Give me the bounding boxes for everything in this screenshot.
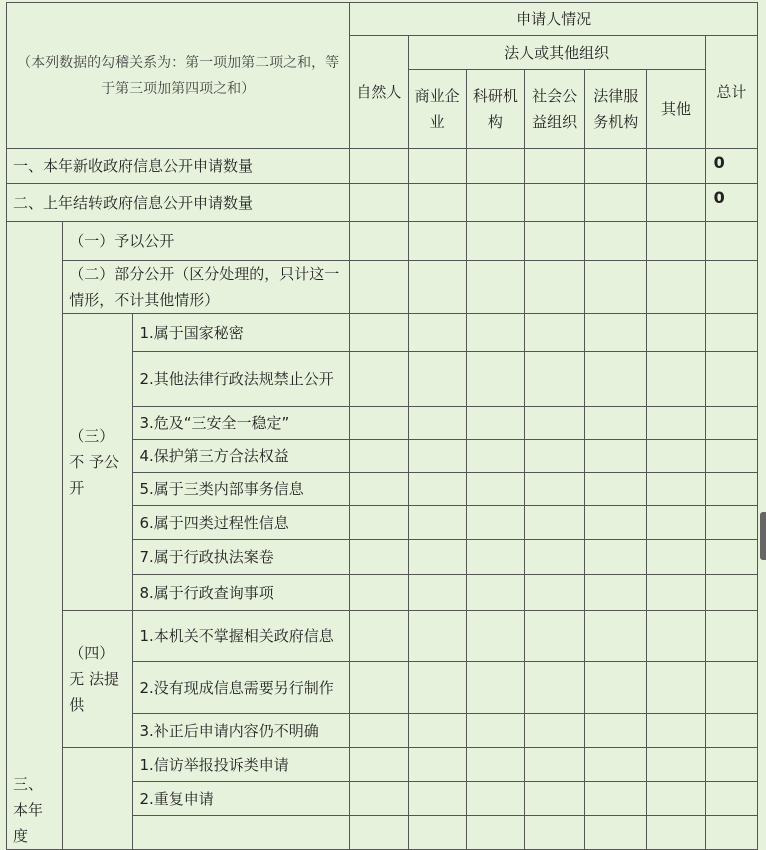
not-disclosed-item: 5.属于三类内部事务信息 — [133, 473, 350, 506]
header-social: 社会公益组织 — [524, 70, 584, 149]
not-disclosed-item: 8.属于行政查询事项 — [133, 575, 350, 611]
group-unable-label: （四）无 法提供 — [63, 611, 133, 748]
group-5-label — [63, 748, 133, 850]
header-legal-group: 法人或其他组织 — [408, 36, 705, 70]
not-disclosed-item: 4.保护第三方合法权益 — [133, 440, 350, 473]
not-disclosed-item: 1.属于国家秘密 — [133, 314, 350, 352]
row-partial-label: （二）部分公开（区分处理的，只计这一情形，不计其他情形） — [63, 261, 350, 314]
row-new-requests-total: 0 — [705, 149, 757, 184]
gov-info-disclosure-table — [6, 2, 758, 850]
not-disclosed-item: 6.属于四类过程性信息 — [133, 506, 350, 540]
not-disclosed-item: 7.属于行政执法案卷 — [133, 540, 350, 575]
header-commercial: 商业企业 — [408, 70, 466, 149]
side-scroll-tab[interactable] — [760, 512, 766, 560]
header-note: （本列数据的勾稽关系为：第一项加第二项之和，等于第三项加第四项之和） — [7, 3, 350, 149]
header-applicant: 申请人情况 — [350, 3, 758, 36]
row-disclosed-label: （一）予以公开 — [63, 222, 350, 261]
header-natural-person: 自然人 — [350, 36, 408, 149]
unable-item: 2.没有现成信息需要另行制作 — [133, 662, 350, 714]
header-legal-service: 法律服务机构 — [585, 70, 647, 149]
unable-item: 3.补正后申请内容仍不明确 — [133, 714, 350, 748]
unable-item: 1.本机关不掌握相关政府信息 — [133, 611, 350, 662]
group5-item: 2.重复申请 — [133, 782, 350, 816]
header-total: 总计 — [705, 36, 757, 149]
row-carryover-total: 0 — [705, 184, 757, 222]
not-disclosed-item: 2.其他法律行政法规禁止公开 — [133, 352, 350, 407]
group5-item: 1.信访举报投诉类申请 — [133, 748, 350, 782]
group-not-disclosed-label: （三）不 予公开 — [63, 314, 133, 611]
row-new-requests-label: 一、本年新收政府信息公开申请数量 — [7, 149, 350, 184]
not-disclosed-item: 3.危及“三安全一稳定” — [133, 407, 350, 440]
header-other: 其他 — [647, 70, 705, 149]
header-research: 科研机构 — [466, 70, 524, 149]
section3-label: 三、本年度 — [7, 222, 63, 850]
row-carryover-label: 二、上年结转政府信息公开申请数量 — [7, 184, 350, 222]
